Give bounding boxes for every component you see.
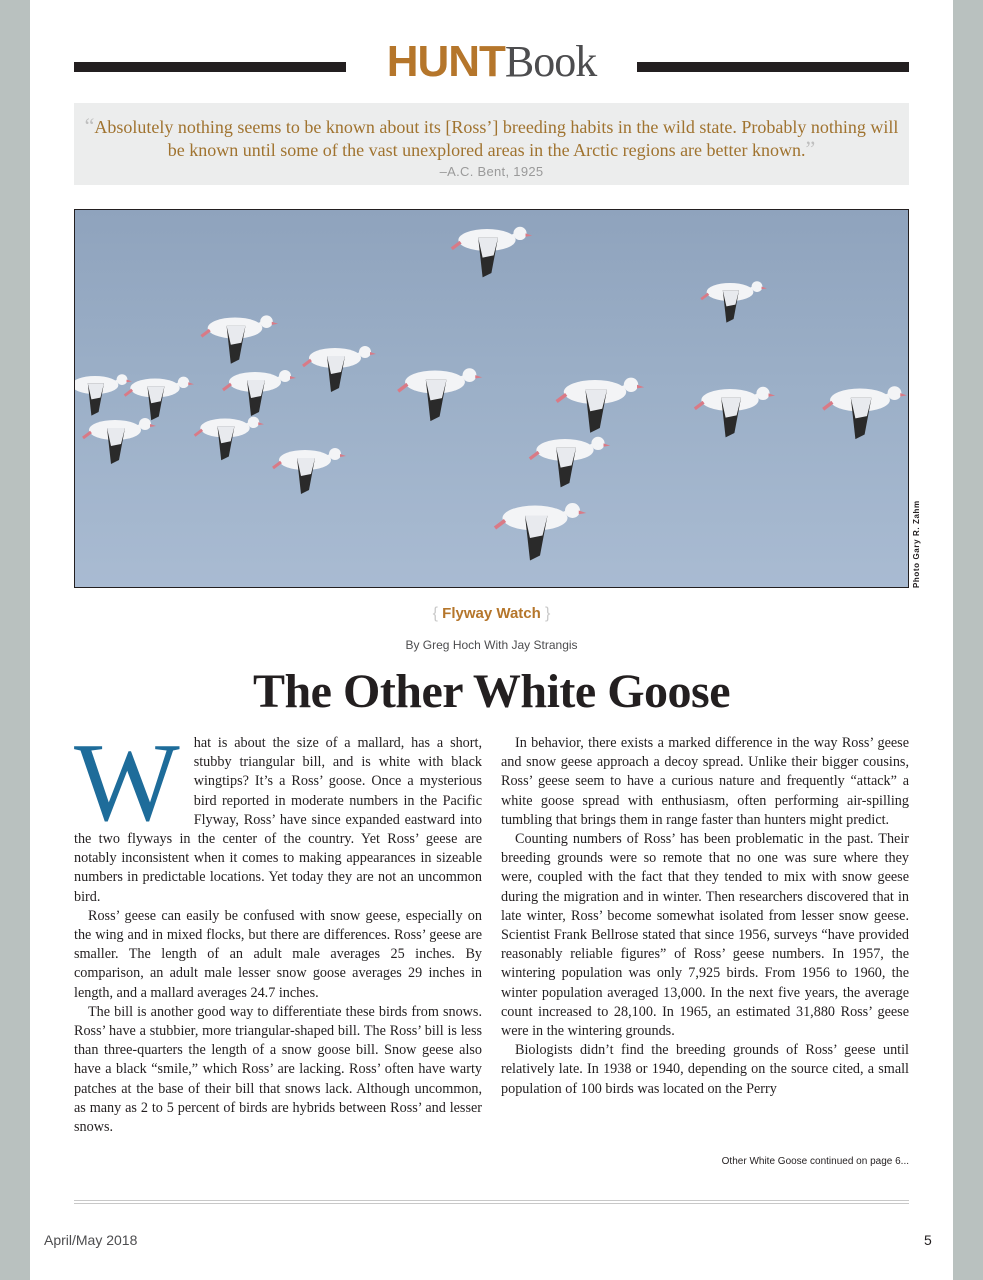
issue-date: April/May 2018 xyxy=(44,1232,138,1248)
section-brace-close: } xyxy=(544,605,551,622)
paragraph: Biologists didn’t find the breeding grounds of Ross’ geese until relatively late. In 1938 or 1940, depending on the source cited, a small population of 100 birds was located on the Perry xyxy=(501,1042,909,1097)
paragraph-text: hat is about the size of a mallard, has a short, stubby triangular bill, and is white with black wingtips? It’s a Ross’ goose. Once a mysterious bird reported in moderate numbers in the Pacific Flyway, Ross’ have since expanded eastward into the two flyways in the center of the country. Yet Ross’ geese are notably inconsistent when it comes to making appearances in sizeable numbers in predictable locations. Yet today they are not an uncommon bird. xyxy=(74,735,482,905)
section-brace-open: { xyxy=(432,605,438,622)
logo-hunt: HUNT xyxy=(386,37,505,86)
paragraph: Counting numbers of Ross’ has been problematic in the past. Their breeding grounds were so remote that no one was sure where they were, coupled with the fact that they tended to mix with snow geese during the migration and in winter. Then researchers discovered that in late winter, Ross’ become somewhat isolated from lesser snow geese. Scientist Frank Bellrose stated that since 1956, surveys “have provided reasonably reliable figures” of Ross’ geese numbers. In 1957, the wintering population was only 7,925 birds. From 1956 to 1960, the winter population averaged 13,000. In the next five years, the average count increased to 28,100. In 1965, an estimated 31,880 Ross’ geese were in the wintering grounds. xyxy=(501,831,909,1040)
snow-geese-flock-photo xyxy=(74,209,909,588)
page-number: 5 xyxy=(924,1232,932,1248)
quote-attribution: –A.C. Bent, 1925 xyxy=(439,164,544,179)
article-column-right xyxy=(501,734,909,1099)
logo-book: Book xyxy=(504,37,597,86)
section-label xyxy=(0,605,983,623)
quote-body xyxy=(82,115,901,161)
paragraph xyxy=(74,721,482,907)
footer-rule xyxy=(74,1200,909,1204)
open-quote-mark: “ xyxy=(84,113,95,138)
huntbook-logo xyxy=(74,38,909,86)
pull-quote xyxy=(74,103,909,185)
photo-credit: Photo Gary R. Zahm xyxy=(912,500,921,588)
close-quote-mark: ” xyxy=(805,136,816,161)
section-name: Flyway Watch xyxy=(442,605,541,622)
paragraph: The bill is another good way to differentiate these birds from snows. Ross’ have a stubbier, more triangular-shaped bill. The Ross’ bill is less than three-quarters the length of a snow goose bill. Snow geese also have a black “smile,” which Ross’ are lacking. Ross’ often have warty patches at the base of their bill that snows lack. Although uncommon, as many as 2 to 5 percent of birds are hybrids between Ross’ and lesser snows. xyxy=(74,1003,482,1136)
article-column-left xyxy=(74,721,482,1137)
article-title: The Other White Goose xyxy=(252,665,731,718)
continued-note: Other White Goose continued on page 6... xyxy=(721,1156,909,1167)
byline: By Greg Hoch With Jay Strangis xyxy=(405,638,578,652)
drop-cap: W xyxy=(74,721,180,845)
masthead xyxy=(74,38,909,86)
paragraph: In behavior, there exists a marked difference in the way Ross’ geese and snow geese approach a decoy spread. Unlike their bigger cousins, Ross’ geese seem to have a curious nature and frequently “attack” a white goose spread with enthusiasm, often performing air-spilling tumbling that brings them in range faster than hunters might predict. xyxy=(501,735,909,828)
quote-text: Absolutely nothing seems to be known about its [Ross’] breeding habits in the wild state. Probably nothing will be known until some of the vast unexplored areas in the Arctic regions are better known. xyxy=(94,117,899,160)
paragraph: Ross’ geese can easily be confused with snow geese, especially on the wing and in mixed flocks, but there are differences. Ross’ geese are smaller. The length of an adult male averages 25 inches. By comparison, an adult male lesser snow goose averages 29 inches in length, and a mallard averages 24.7 inches. xyxy=(74,907,482,1001)
